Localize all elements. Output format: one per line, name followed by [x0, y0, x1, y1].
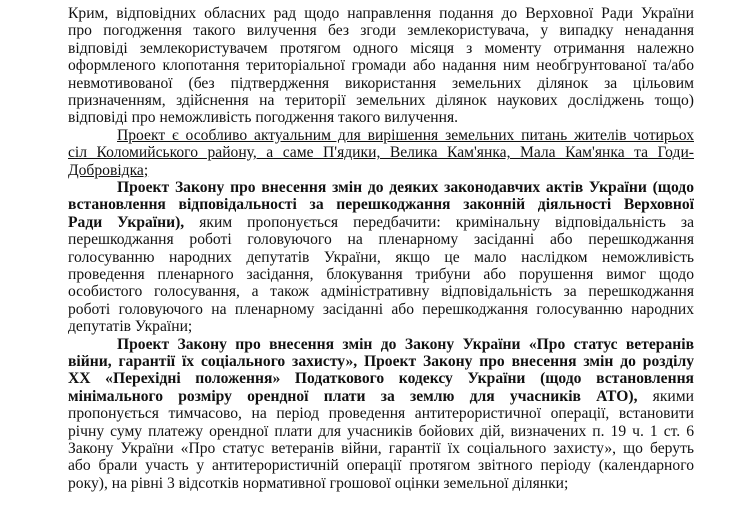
underlined-line: Добровідка; — [68, 161, 149, 179]
bold-span: Ради України), — [68, 213, 185, 231]
paragraph-line: особистого голосування, а також адміністративну відповідальність за перешкоджання — [68, 283, 694, 301]
paragraph-line: роботі головуючого на пленарному засіданні або перешкоджання голосуванню народних — [68, 300, 694, 318]
bold-line: війни, гарантії їх соціального захисту», Проект Закону про внесення змін до розділу — [68, 353, 694, 370]
bold-line: XX «Перехідні положення» Податкового кодексу України (щодо встановлення — [68, 370, 694, 388]
regular-span: якими — [637, 387, 694, 405]
paragraph-line: відповіді землекористувачем протягом одного місяця з моменту отримання належно — [68, 39, 694, 57]
paragraph-line: відповіді про неможливість погодження такого вилучення. — [68, 109, 459, 127]
bold-line: Проект Закону про внесення змін до Закону України «Про статус ветеранів — [117, 335, 694, 353]
paragraph-line: річну суму платежу орендної плати для учасників бойових дій, визначених п. 19 ч. 1 ст. 6 — [68, 422, 694, 440]
paragraph-line: року), на рівні 3 відсотків нормативної грошової оцінки земельної ділянки; — [68, 475, 694, 492]
bold-span: мінімального розміру орендної плати за землю для учасників АТО), — [68, 387, 638, 405]
paragraph-line: оформленого клопотання територіальної громади або надання ним необгрунтованої та/або — [68, 57, 694, 75]
paragraph-line: голосуванню народних депутатів України, якщо це мало наслідком неможливість — [68, 248, 694, 266]
mixed-line — [68, 214, 694, 231]
paragraph-line: або брали участь у антитерористичній операції протягом звітного періоду (календарного — [68, 457, 694, 475]
paragraph-line: призначенням, здійснення на території земельних ділянок наукових досліджень тощо) — [68, 92, 694, 109]
paragraph-line: проведення пленарного засідання, блокування трибуни або порушення вимог щодо — [68, 266, 694, 283]
regular-span: яким пропонується передбачити: кримінальну відповідальність за — [184, 213, 694, 231]
bold-line: встановлення відповідальності за перешкоджання законній діяльності Верховної — [68, 196, 694, 214]
underlined-line: Проект є особливо актуальним для вирішення земельних питань жителів чотирьох — [117, 126, 694, 144]
bold-line: Проект Закону про внесення змін до деяких законодавчих актів України (щодо — [117, 179, 694, 196]
paragraph-line: перешкоджання роботі головуючого на пленарному засіданні або перешкоджання — [68, 231, 694, 249]
paragraph-line: невмотивованої (без підтвердження використання земельних ділянок за цільовим — [68, 74, 694, 92]
paragraph-line: пропонується тимчасово, на період проведення антитерористичної операції, встановити — [68, 405, 694, 423]
underlined-line: сіл Коломийського району, а саме П'ядики, Велика Кам'янка, Мала Кам'янка та Годи- — [68, 144, 694, 162]
paragraph-line: Закону України «Про статус ветеранів війни, гарантії їх соціального захисту», що беруть — [68, 440, 694, 457]
paragraph-line: про погодження такого вилучення без згоди землекористувача, у випадку ненадання — [68, 22, 694, 40]
paragraph-line: депутатів України; — [68, 318, 193, 336]
paragraph-line: Крим, відповідних обласних рад щодо направлення подання до Верховної Ради України — [68, 5, 694, 22]
